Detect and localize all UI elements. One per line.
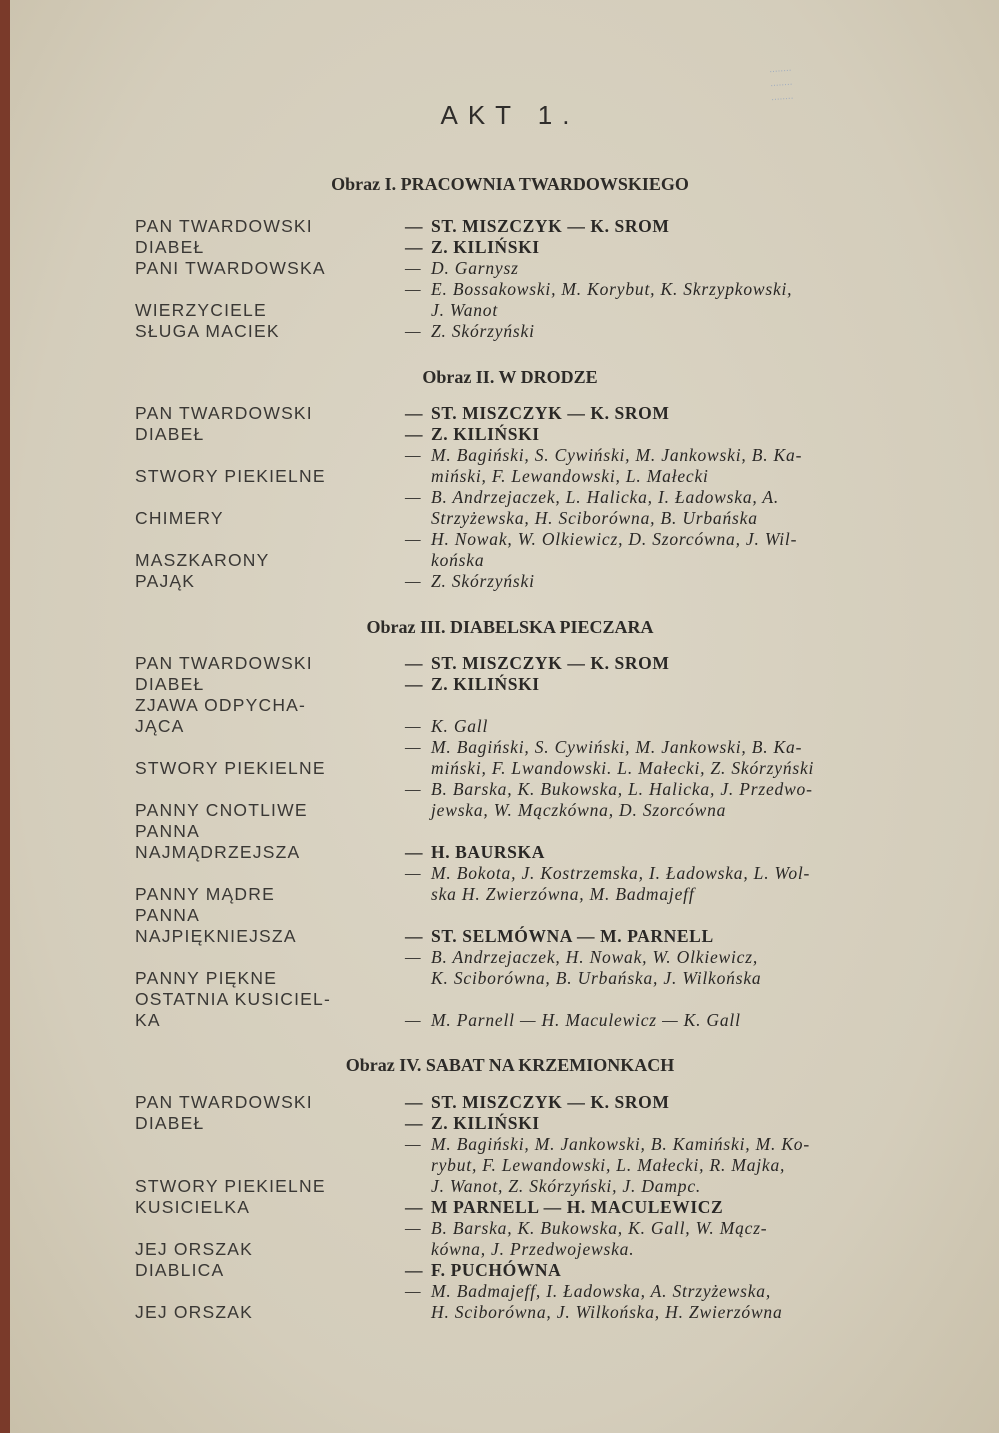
role-name [10, 216, 405, 237]
cast-members: — Z. Skórzyński [405, 321, 931, 342]
role-row [10, 279, 999, 321]
role-name [10, 424, 405, 445]
cast-members: — Z. Skórzyński [405, 571, 931, 592]
role-name-text: PAN TWARDOWSKI [135, 1092, 313, 1112]
cast-members: — Z. KILIŃSKI [405, 237, 931, 258]
role-row [10, 905, 999, 947]
cast-members: — Z. KILIŃSKI [405, 674, 931, 695]
role-name [10, 487, 405, 529]
role-row [10, 424, 999, 445]
role-name-text: JEJ ORSZAK [135, 1302, 253, 1322]
cast-members: — ST. MISZCZYK — K. SROM [405, 1092, 931, 1113]
role-name-text: PAJĄK [135, 571, 196, 591]
role-row [10, 321, 999, 342]
role-name-text: STWORY PIEKIELNE [135, 1176, 326, 1196]
role-name [10, 905, 405, 947]
role-name [10, 989, 405, 1031]
cast-members: — F. PUCHÓWNA [405, 1260, 931, 1281]
cast-members: — M. Parnell — H. Maculewicz — K. Gall [405, 1010, 931, 1031]
role-name [10, 237, 405, 258]
role-name [10, 445, 405, 487]
role-name [10, 779, 405, 821]
cast-members: — M. Badmajeff, I. Ładowska, A. Strzyżewska, H. Sciborówna, J. Wilkońska, H. Zwierzówna [405, 1281, 931, 1323]
role-name-text: ZJAWA ODPYCHA- JĄCA [135, 695, 307, 736]
role-name [10, 279, 405, 321]
role-name-text: STWORY PIEKIELNE [135, 466, 326, 486]
cast-members: — M. Bagiński, M. Jankowski, B. Kamiński, M. Ko- rybut, F. Lewandowski, L. Małecki, R. Majka, J. Wanot, Z. Skórzyński, J. Dampc. [405, 1134, 931, 1197]
role-row [10, 1218, 999, 1260]
role-name-text: PANI TWARDOWSKA [135, 258, 326, 278]
role-name [10, 695, 405, 737]
cast-members: — B. Barska, K. Bukowska, K. Gall, W. Mącz- kówna, J. Przedwojewska. [405, 1218, 931, 1260]
library-stamp [769, 53, 922, 105]
cast-members: — M. Bagiński, S. Cywiński, M. Jankowski, B. Ka- miński, F. Lewandowski, L. Małecki [405, 445, 931, 487]
role-name [10, 653, 405, 674]
role-name-text: PAN TWARDOWSKI [135, 403, 313, 423]
cast-members: — K. Gall [405, 716, 931, 737]
role-name-text: DIABEŁ [135, 1113, 205, 1133]
role-row [10, 403, 999, 424]
scene-heading: Obraz III. DIABELSKA PIECZARA [366, 617, 654, 637]
stamp-line: ........ [770, 90, 794, 104]
cast-members: — ST. MISZCZYK — K. SROM [405, 403, 931, 424]
role-name [10, 321, 405, 342]
role-name-text: JEJ ORSZAK [135, 1239, 253, 1259]
role-name-text: DIABEŁ [135, 674, 205, 694]
role-row [10, 989, 999, 1031]
role-row [10, 1281, 999, 1323]
role-name-text: PANNY CNOTLIWE [135, 800, 308, 820]
role-name-text: PAN TWARDOWSKI [135, 653, 313, 673]
role-row [10, 737, 999, 779]
role-name-text: PAN TWARDOWSKI [135, 216, 313, 236]
role-row [10, 258, 999, 279]
role-name [10, 737, 405, 779]
role-row [10, 1113, 999, 1134]
role-name-text: MASZKARONY [135, 550, 270, 570]
role-row [10, 821, 999, 863]
cast-members: — E. Bossakowski, M. Korybut, K. Skrzypkowski, J. Wanot [405, 279, 931, 321]
role-row [10, 947, 999, 989]
role-name-text: DIABEŁ [135, 237, 205, 257]
cast-members: — B. Andrzejaczek, H. Nowak, W. Olkiewicz, K. Sciborówna, B. Urbańska, J. Wilkońska [405, 947, 931, 989]
role-row [10, 1197, 999, 1218]
role-name-text: CHIMERY [135, 508, 224, 528]
role-row [10, 216, 999, 237]
role-name [10, 1197, 405, 1218]
role-name [10, 258, 405, 279]
role-name [10, 1113, 405, 1134]
role-name-text: SŁUGA MACIEK [135, 321, 280, 341]
role-name [10, 1218, 405, 1260]
role-name [10, 529, 405, 571]
scene-cast-block [10, 653, 999, 1031]
cast-members: — Z. KILIŃSKI [405, 424, 931, 445]
role-name-text: PANNY MĄDRE [135, 884, 275, 904]
role-row [10, 529, 999, 571]
role-row [10, 863, 999, 905]
role-name-text: DIABEŁ [135, 424, 205, 444]
cast-members: — H. Nowak, W. Olkiewicz, D. Szorcówna, J. Wil- końska [405, 529, 931, 571]
stamp-line: ........ [768, 62, 792, 76]
role-name [10, 1092, 405, 1113]
cast-members: — H. BAURSKA [405, 842, 931, 863]
cast-members: — Z. KILIŃSKI [405, 1113, 931, 1134]
scene-cast-block [10, 1092, 999, 1323]
role-name-text: WIERZYCIELE [135, 300, 267, 320]
role-name-text: PANNY PIĘKNE [135, 968, 278, 988]
role-name-text: KUSICIELKA [135, 1197, 251, 1217]
cast-members: — M. Bokota, J. Kostrzemska, I. Ładowska, L. Wol- ska H. Zwierzówna, M. Badmajeff [405, 863, 931, 905]
cast-members: — M. Bagiński, S. Cywiński, M. Jankowski, B. Ka- miński, F. Lwandowski. L. Małecki, Z. Skórzyński [405, 737, 931, 779]
cast-members: — B. Barska, K. Bukowska, L. Halicka, J. Przedwo- jewska, W. Mączkówna, D. Szorcówna [405, 779, 931, 821]
role-row [10, 653, 999, 674]
scene-heading: Obraz IV. SABAT NA KRZEMIONKACH [345, 1055, 675, 1075]
cast-members: — D. Garnysz [405, 258, 931, 279]
role-name-text: DIABLICA [135, 1260, 225, 1280]
role-name [10, 571, 405, 592]
role-name-text: STWORY PIEKIELNE [135, 758, 326, 778]
scene-cast-block [10, 403, 999, 592]
role-name [10, 1134, 405, 1197]
role-name [10, 403, 405, 424]
role-name [10, 947, 405, 989]
role-row [10, 445, 999, 487]
role-row [10, 674, 999, 695]
cast-members: — ST. MISZCZYK — K. SROM [405, 216, 931, 237]
stamp-line: ........ [769, 76, 793, 90]
scene-cast-block [10, 216, 999, 342]
role-name [10, 821, 405, 863]
role-name [10, 1260, 405, 1281]
role-row [10, 779, 999, 821]
role-name [10, 863, 405, 905]
role-row [10, 695, 999, 737]
role-row [10, 487, 999, 529]
role-row [10, 1092, 999, 1113]
role-name [10, 1281, 405, 1323]
role-row [10, 571, 999, 592]
role-name [10, 674, 405, 695]
role-row [10, 237, 999, 258]
cast-members: — M PARNELL — H. MACULEWICZ [405, 1197, 931, 1218]
cast-members: — ST. MISZCZYK — K. SROM [405, 653, 931, 674]
role-name-text: PANNA NAJMĄDRZEJSZA [135, 821, 301, 862]
act-title: AKT 1. [440, 100, 580, 130]
role-name-text: OSTATNIA KUSICIEL- KA [135, 989, 331, 1030]
cast-members: — ST. SELMÓWNA — M. PARNELL [405, 926, 931, 947]
scene-heading: Obraz I. PRACOWNIA TWARDOWSKIEGO [331, 174, 689, 194]
cast-members: — B. Andrzejaczek, L. Halicka, I. Ładowska, A. Strzyżewska, H. Sciborówna, B. Urbańska [405, 487, 931, 529]
role-name-text: PANNA NAJPIĘKNIEJSZA [135, 905, 297, 946]
role-row [10, 1260, 999, 1281]
scene-heading: Obraz II. W DRODZE [422, 367, 598, 387]
role-row [10, 1134, 999, 1197]
